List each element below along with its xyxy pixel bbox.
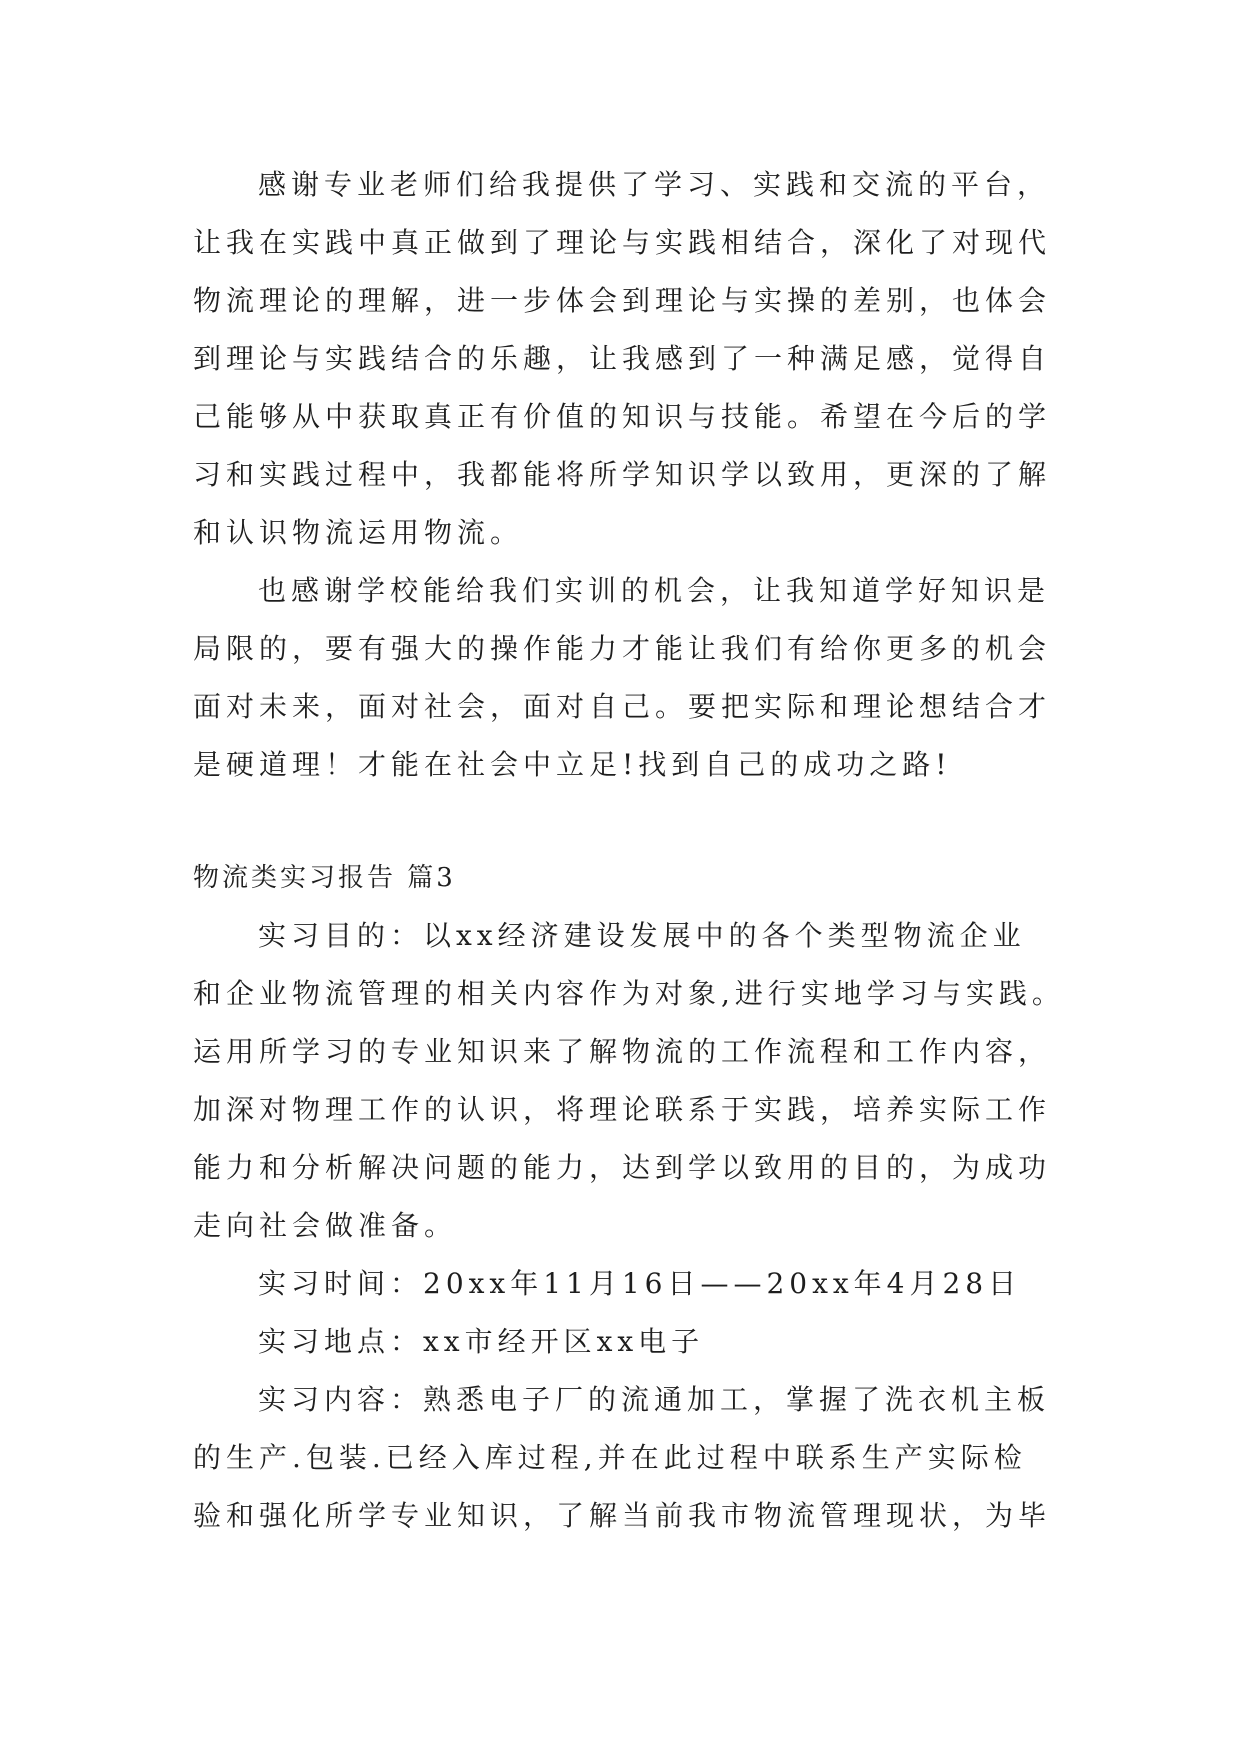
paragraph-line: 面对未来，面对社会，面对自己。要把实际和理论想结合才	[193, 690, 1052, 723]
paragraph-line: 实习地点：xx市经开区xx电子	[258, 1325, 705, 1358]
paragraph-line: 能力和分析解决问题的能力，达到学以致用的目的，为成功	[193, 1151, 1052, 1184]
paragraph-line: 实习目的：以xx经济建设发展中的各个类型物流企业	[258, 919, 1026, 952]
paragraph-line: 加深对物理工作的认识，将理论联系于实践，培养实际工作	[193, 1093, 1052, 1126]
paragraph-line: 到理论与实践结合的乐趣，让我感到了一种满足感，觉得自	[193, 342, 1052, 375]
paragraph-line: 习和实践过程中，我都能将所学知识学以致用，更深的了解	[193, 458, 1052, 491]
paragraph-line: 是硬道理！才能在社会中立足!找到自己的成功之路!	[193, 748, 952, 781]
paragraph-line: 感谢专业老师们给我提供了学习、实践和交流的平台，	[258, 168, 1051, 201]
paragraph-line: 的生产.包装.已经入库过程,并在此过程中联系生产实际检	[193, 1441, 1027, 1474]
paragraph-line: 也感谢学校能给我们实训的机会，让我知道学好知识是	[258, 574, 1051, 607]
paragraph-line: 己能够从中获取真正有价值的知识与技能。希望在今后的学	[193, 400, 1052, 433]
paragraph-line: 和认识物流运用物流。	[193, 516, 524, 549]
paragraph-line: 局限的，要有强大的操作能力才能让我们有给你更多的机会	[193, 632, 1052, 665]
paragraph-line: 让我在实践中真正做到了理论与实践相结合，深化了对现代	[193, 226, 1052, 259]
paragraph-line: 实习时间：20xx年11月16日——20xx年4月28日	[258, 1267, 1022, 1300]
section-heading: 物流类实习报告 篇3	[193, 863, 456, 893]
paragraph-line: 和企业物流管理的相关内容作为对象,进行实地学习与实践。	[193, 977, 1065, 1010]
paragraph-line: 物流理论的理解，进一步体会到理论与实操的差别，也体会	[193, 284, 1052, 317]
paragraph-line: 实习内容：熟悉电子厂的流通加工，掌握了洗衣机主板	[258, 1383, 1051, 1416]
paragraph-line: 运用所学习的专业知识来了解物流的工作流程和工作内容，	[193, 1035, 1052, 1068]
paragraph-line: 走向社会做准备。	[193, 1209, 458, 1242]
paragraph-line: 验和强化所学专业知识，了解当前我市物流管理现状，为毕	[193, 1499, 1052, 1532]
